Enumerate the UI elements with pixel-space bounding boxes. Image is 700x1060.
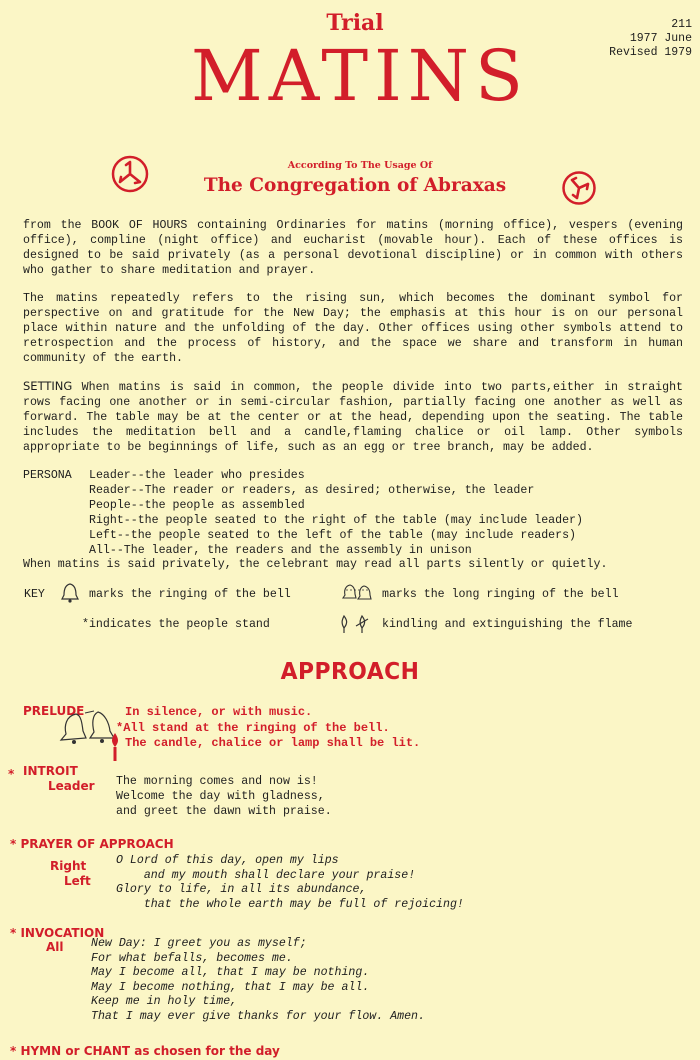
introit-label: INTROIT [23, 764, 78, 778]
prelude-line-1: In silence, or with music. [125, 705, 313, 719]
prelude-line-2: *All stand at the ringing of the bell. [116, 720, 390, 735]
introit-line-1: The morning comes and now is! [116, 775, 318, 788]
persona-leader: Leader--the leader who presides [89, 469, 305, 482]
key-bell: marks the ringing of the bell [89, 588, 291, 601]
key-label: KEY [24, 588, 45, 601]
private-note: When matins is said privately, the celebrant may read all parts silently or quietly. [23, 558, 608, 571]
document-number: 211 [671, 18, 692, 31]
invocation-line-6: That I may ever give thanks for your flow. Amen. [91, 1009, 425, 1023]
prayer-line-2: and my mouth shall declare your praise! [116, 868, 416, 882]
prayer-role-right: Right [50, 859, 87, 873]
prayer-role-left: Left [64, 874, 91, 888]
invocation-line-3: May I become all, that I may be nothing. [91, 966, 370, 980]
intro-paragraph-1: from the BOOK OF HOURS containing Ordinaries for matins (morning office), vespers (evening office), compline (night office) and eucharist (movable hour). Each of these offices is designed to be said privately (as a personal devotional discipline) or in common with others who gather to share meditation and prayer. [23, 219, 683, 277]
persona-right: Right--the people seated to the right of the table (may include leader) [89, 514, 583, 527]
setting-paragraph [23, 379, 683, 455]
introit-line-3: and greet the dawn with praise. [116, 805, 332, 818]
invocation-text [91, 937, 425, 1025]
key-flame: kindling and extinguishing the flame [382, 618, 633, 631]
subtitle-congregation: The Congregation of Abraxas [203, 175, 507, 196]
invocation-line-2: For what befalls, becomes me. [91, 951, 293, 965]
key-long-bell: marks the long ringing of the bell [382, 588, 619, 601]
prayer-line-4: that the whole earth may be full of rejoicing! [116, 897, 464, 911]
triskelion-emblem-left-icon [110, 154, 150, 194]
prayer-text [116, 854, 464, 912]
double-bell-icon [342, 582, 374, 604]
prelude-label: PRELUDE [23, 704, 85, 718]
setting-label: SETTING [23, 379, 73, 393]
key-stand: *indicates the people stand [82, 618, 270, 631]
date-revised: Revised 1979 [609, 46, 692, 59]
prelude-line-3: The candle, chalice or lamp shall be lit. [125, 736, 421, 750]
triskelion-emblem-right-icon [561, 170, 597, 206]
prayer-line-3: Glory to life, in all its abundance, [116, 883, 367, 897]
persona-label: PERSONA [23, 469, 72, 482]
introit-role: Leader [48, 779, 95, 793]
section-title-approach: APPROACH [280, 659, 420, 685]
prayer-line-1: O Lord of this day, open my lips [116, 854, 339, 867]
page-title: MATINS [191, 35, 529, 117]
flame-icon [336, 613, 372, 635]
invocation-label: * INVOCATION [10, 926, 105, 940]
document-number-block [609, 18, 692, 60]
prelude-text [116, 705, 420, 752]
introit-line-2: Welcome the day with gladness, [116, 790, 325, 803]
invocation-line-5: Keep me in holy time, [91, 995, 238, 1009]
subtitle-small: According To The Usage Of [287, 160, 433, 171]
bell-icon [60, 582, 80, 604]
introit-star: * [8, 767, 15, 781]
introit-text [116, 774, 332, 819]
setting-text: When matins is said in common, the people divide into two parts,either in straight rows facing one another or in semi-circular fashion, partially facing one another as well as forward. The table may be at the center or at the head, depending upon the seating. The table includes the meditation bell and a candle,flaming chalice or oil lamp. Other symbols appropriate to be beginnings of life, such as an egg or tree branch, may be added. [23, 381, 683, 454]
persona-list [89, 468, 583, 558]
prayer-label: * PRAYER OF APPROACH [10, 837, 174, 851]
pretitle: Trial [326, 10, 384, 36]
persona-people: People--the people as assembled [89, 499, 305, 512]
intro-paragraph-2: The matins repeatedly refers to the rising sun, which becomes the dominant symbol for perspective on and gratitude for the New Day; the emphasis at this hour is on our personal place within nature and the unfolding of the day. Other offices using other symbols attend to retrospection and the process of history, and the space we share and transform in human community of the earth. [23, 292, 683, 365]
invocation-line-1: New Day: I greet you as myself; [91, 937, 307, 950]
hymn-line: * HYMN or CHANT as chosen for the day [10, 1044, 280, 1058]
persona-all: All--The leader, the readers and the assembly in unison [89, 544, 472, 557]
invocation-role: All [46, 940, 64, 954]
date-created: 1977 June [629, 32, 692, 45]
invocation-line-4: May I become nothing, that I may be all. [91, 980, 370, 994]
persona-reader: Reader--The reader or readers, as desired; otherwise, the leader [89, 484, 535, 497]
persona-left: Left--the people seated to the left of the table (may include readers) [89, 529, 577, 542]
